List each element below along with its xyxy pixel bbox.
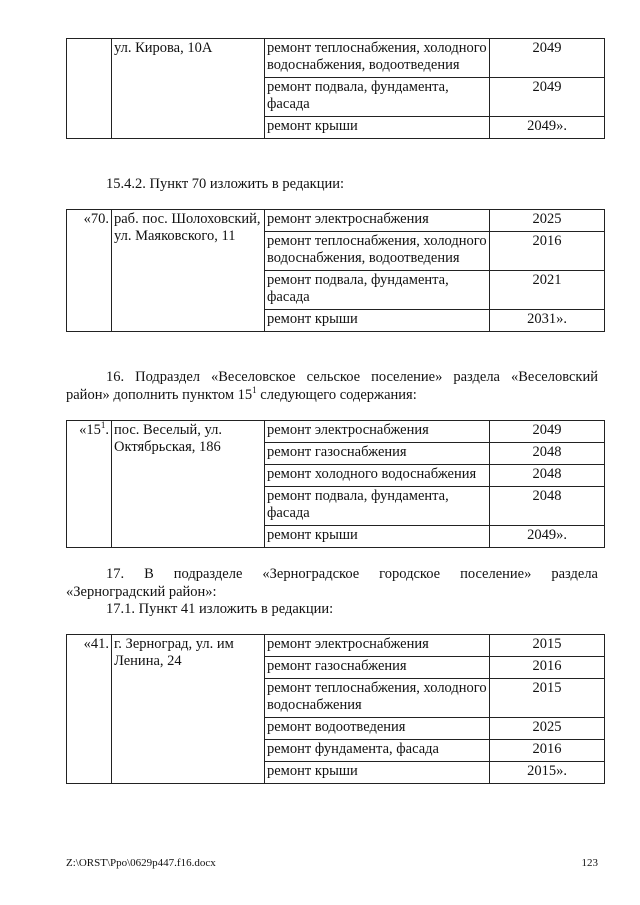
superscript: 1 <box>252 385 257 396</box>
work-cell: ремонт крыши <box>265 117 490 139</box>
year-cell: 2049». <box>490 117 605 139</box>
work-cell: ремонт крыши <box>265 310 490 332</box>
work-cell: ремонт электроснабжения <box>265 635 490 657</box>
year-cell: 2016 <box>490 657 605 679</box>
year-cell: 2025 <box>490 718 605 740</box>
work-cell: ремонт газоснабжения <box>265 657 490 679</box>
year-cell: 2049 <box>490 421 605 443</box>
work-cell: ремонт холодного водоснабжения <box>265 465 490 487</box>
address-cell: раб. пос. Шолоховский, ул. Маяковского, 11 <box>112 210 265 332</box>
table-row <box>67 39 605 78</box>
table-item-15-1 <box>66 420 605 548</box>
address-cell: ул. Кирова, 10А <box>112 39 265 139</box>
year-cell: 2049 <box>490 78 605 117</box>
work-cell: ремонт теплоснабжения, холодного водоснабжения, водоотведения <box>265 232 490 271</box>
table-row <box>67 210 605 232</box>
year-cell: 2048 <box>490 443 605 465</box>
item-number-cell <box>67 421 112 548</box>
year-cell: 2031». <box>490 310 605 332</box>
table-row <box>67 635 605 657</box>
superscript: 1 <box>100 420 106 431</box>
year-cell: 2049». <box>490 526 605 548</box>
address-cell: пос. Веселый, ул. Октябрьская, 186 <box>112 421 265 548</box>
address-cell: г. Зерноград, ул. им Ленина, 24 <box>112 635 265 784</box>
year-cell: 2016 <box>490 740 605 762</box>
work-cell: ремонт фундамента, фасада <box>265 740 490 762</box>
work-cell: ремонт водоотведения <box>265 718 490 740</box>
item-number-dot: . <box>105 422 109 438</box>
table-item-70 <box>66 209 605 332</box>
paragraph-text: 16. Подраздел «Веселовское сельское поселение» раздела «Веселовский район» дополнить пунктом 15 <box>66 369 598 403</box>
work-cell: ремонт крыши <box>265 762 490 784</box>
footer-file-path: Z:\ORST\Ppo\0629p447.f16.docx <box>66 857 216 869</box>
paragraph-text: следующего содержания: <box>256 387 417 403</box>
paragraph-17: 17. В подразделе «Зерноградское городское поселение» раздела «Зерноградский район»: <box>66 566 598 600</box>
year-cell: 2015 <box>490 679 605 718</box>
year-cell: 2015». <box>490 762 605 784</box>
paragraph-17-1: 17.1. Пункт 41 изложить в редакции: <box>106 601 334 617</box>
item-number: «15 <box>79 422 101 438</box>
paragraph-15-4-2: 15.4.2. Пункт 70 изложить в редакции: <box>106 176 345 192</box>
item-number-cell: «70. <box>67 210 112 332</box>
year-cell: 2025 <box>490 210 605 232</box>
year-cell: 2048 <box>490 487 605 526</box>
work-cell: ремонт подвала, фундамента, фасада <box>265 487 490 526</box>
item-number-cell <box>67 39 112 139</box>
work-cell: ремонт электроснабжения <box>265 210 490 232</box>
work-cell: ремонт подвала, фундамента, фасада <box>265 271 490 310</box>
work-cell: ремонт крыши <box>265 526 490 548</box>
table-row <box>67 421 605 443</box>
year-cell: 2015 <box>490 635 605 657</box>
item-number-cell: «41. <box>67 635 112 784</box>
work-cell: ремонт теплоснабжения, холодного водоснабжения, водоотведения <box>265 39 490 78</box>
year-cell: 2048 <box>490 465 605 487</box>
table-item-41 <box>66 634 605 784</box>
work-cell: ремонт теплоснабжения, холодного водоснабжения <box>265 679 490 718</box>
footer-page-number: 123 <box>581 857 598 869</box>
work-cell: ремонт газоснабжения <box>265 443 490 465</box>
year-cell: 2016 <box>490 232 605 271</box>
year-cell: 2021 <box>490 271 605 310</box>
work-cell: ремонт подвала, фундамента, фасада <box>265 78 490 117</box>
table-continuation <box>66 38 605 139</box>
year-cell: 2049 <box>490 39 605 78</box>
paragraph-16 <box>66 368 598 404</box>
work-cell: ремонт электроснабжения <box>265 421 490 443</box>
